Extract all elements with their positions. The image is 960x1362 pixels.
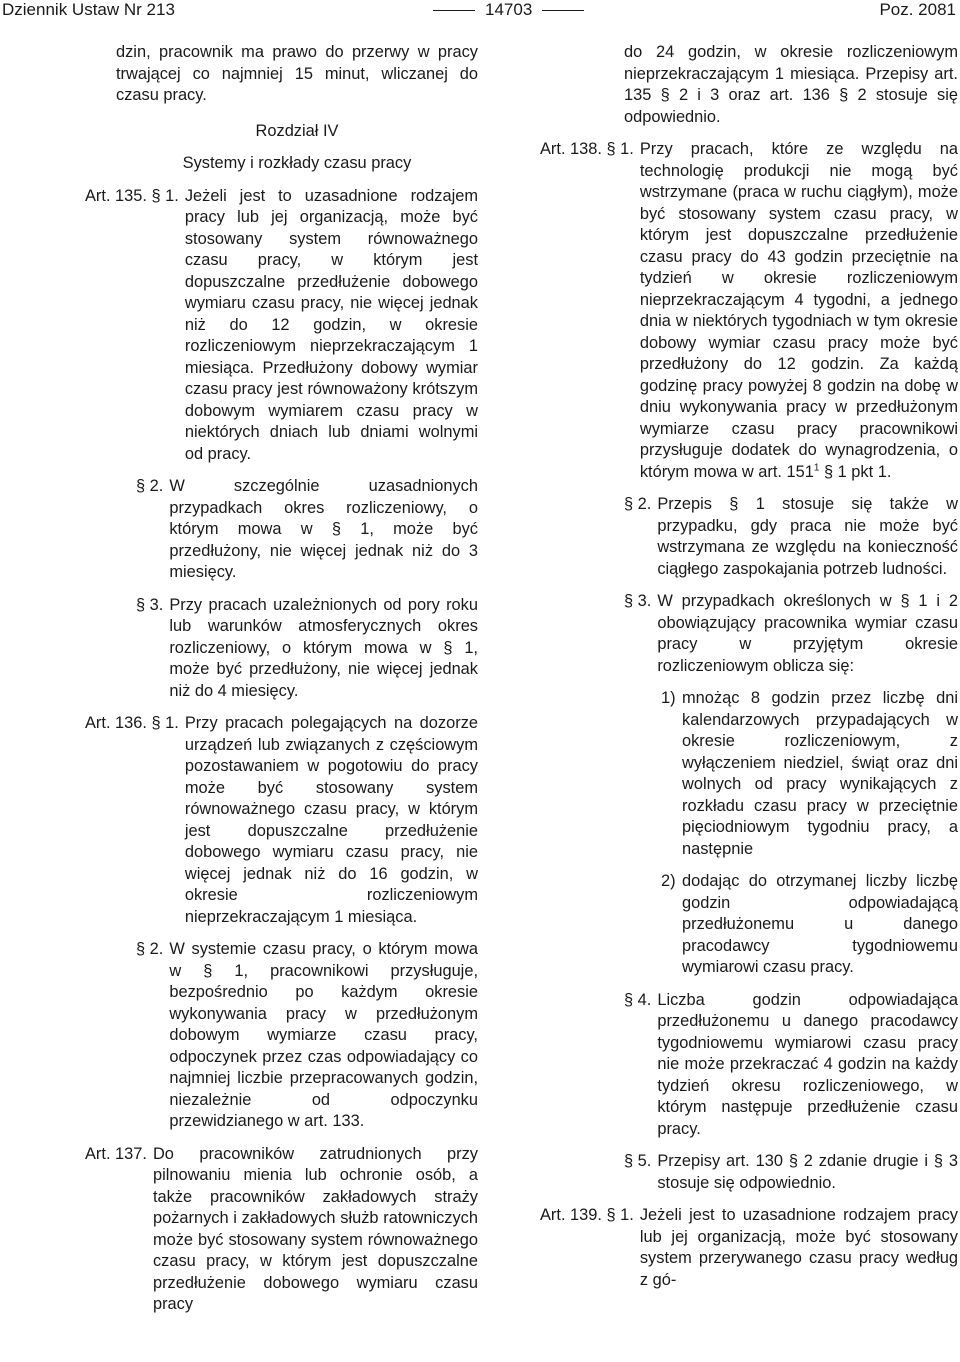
article-138-paragraph-2 [624,494,958,580]
paragraph-text: do 24 godzin, w okresie rozliczeniowym nieprzekraczającym 1 miesiąca. Przepisy art. 135 § 2 i 3 oraz art. 136 § 2 stosuje się odpowiednio. [624,43,958,126]
paragraph-text: W szczególnie uzasadnionych przypadkach okres rozliczeniowy, o którym mowa w § 1, może być przedłużony, nie więcej jednak niż do 3 miesięcy. [169,477,478,581]
article-label: Art. 138. § 1. [540,140,634,158]
paragraph-text: Jeżeli jest to uzasadnione rodzajem pracy lub jej organizacją, może być stosowany system przerywanego czasu pracy według z gó- [639,1206,958,1289]
article-label: Art. 136. § 1. [85,714,179,732]
paragraph-text-part: Przy pracach, które ze względu na technologię produkcji nie mogą być wstrzymane (praca w ruchu ciągłym), może być stosowany system czasu pracy, w którym jest dopuszczalne przedłużenie czasu pracy do 43 godzin przeciętnie na tydzień w okresie rozliczeniowym nieprzekraczającym 4 tygodni, a jednego dnia w niektórych tygodniach w tym okresie dobowy wymiar czasu pracy może być przedłużony do 12 godzin. Za każdą godzinę pracy powyżej 8 godzin na dobę w dniu wykonywania pracy w przedłużonym wymiarze czasu pracy pracownikowi przysługuje dodatek do wynagrodzenia, o którym mowa w art. 151 [639,140,958,481]
paragraph-text: Jeżeli jest to uzasadnione rodzajem pracy lub jej organizacją, może być stosowany system równoważnego czasu pracy, w którym jest dopuszczalne przedłużenie dobowego wymiaru czasu pracy, nie więcej jednak niż do 12 godzin, w okresie rozliczeniowym nieprzekraczającym 1 miesiąca. Przedłużony dobowy wymiar czasu pracy jest równoważony krótszym dobowym wymiarem czasu pracy w niektórych dniach lub dniami wolnymi od pracy. [184,186,478,463]
article-label: Art. 137. [85,1144,147,1163]
article-138-paragraph-4 [624,990,958,1141]
paragraph-intro: dzin, pracownik ma prawo do przerwy w pracy trwającej co najmniej 15 minut, wliczanej do czasu pracy. [116,43,478,104]
article-135-paragraph-2 [136,476,478,584]
article-139-paragraph-1 [540,1205,958,1291]
position-number: Poz. 2081 [879,0,956,19]
paragraph-text: Przy pracach polegających na dozorze urządzeń lub związanych z częściowym pozostawaniem w pogotowiu do pracy może być stosowany system równoważnego czasu pracy, w którym jest dopuszczalne przedłużenie dobowego wymiaru czasu pracy, nie więcej jednak niż do 16 godzin, w okresie rozliczeniowym nieprzekraczającym 1 miesiąca. [184,714,478,926]
section-label: § 2. [136,940,164,958]
section-label: § 3. [624,592,652,610]
header-rule-left [433,10,475,11]
paragraph-text: Liczba godzin odpowiadająca przedłużonemu u danego pracodawcy tygodniowemu wymiarowi czasu pracy nie może przekraczać 4 godzin na każdy tydzień okresu rozliczeniowego, w którym następuje przedłużenie czasu pracy. [657,990,958,1138]
section-label: § 4. [624,990,652,1009]
paragraph-text: Przepis § 1 stosuje się także w przypadku, gdy praca nie może być wstrzymana ze względu na konieczność ciągłego zaspokajania potrzeb ludności. [657,495,958,578]
article-135-paragraph-3 [136,595,478,703]
article-138-paragraph-1 [540,139,958,483]
article-137 [85,1144,478,1316]
article-label: Art. 135. § 1. [85,186,179,205]
right-column [540,42,958,1291]
paragraph-text: Do pracowników zatrudnionych przy pilnowaniu mienia lub ochronie osób, a także pracowników zakładowych straży pożarnych i zakładowych służb ratowniczych może być stosowany system równoważnego czasu pracy, w którym jest dopuszczalne przedłużenie dobowego wymiaru czasu pracy [152,1144,478,1313]
paragraph-text: W przypadkach określonych w § 1 i 2 obowiązujący pracownika wymiar czasu pracy w przyjętym okresie rozliczeniowym oblicza się: [657,592,958,675]
list-text: dodając do otrzymanej liczby liczbę godzin odpowiadającą przedłużonemu u danego pracodawcy tygodniowemu wymiarowi czasu pracy. [682,872,958,976]
chapter-title: Systemy i rozkłady czasu pracy [182,154,412,172]
chapter-heading: Rozdział IV [255,121,339,140]
paragraph-text-part: § 1 pkt 1. [819,462,892,481]
left-column [85,42,478,1316]
article-138-paragraph-3 [624,591,958,677]
list-item [540,688,958,860]
paragraph-text: Przepisy art. 130 § 2 zdanie drugie i § 3 stosuje się odpowiednio. [657,1152,958,1192]
section-label: § 2. [624,495,652,513]
section-label: § 5. [624,1152,652,1170]
journal-title: Dziennik Ustaw Nr 213 [2,0,175,19]
article-136-paragraph-2 [136,939,478,1133]
page-number-block [423,0,594,20]
article-label: Art. 139. § 1. [540,1206,634,1224]
list-text: mnożąc 8 godzin przez liczbę dni kalendarzowych przypadających w okresie rozliczeniowym, z wyłączeniem niedziel, świąt oraz dni wolnych od pracy wynikających z rozkładu czasu pracy w przeciętnie pięciodniowym tygodniu pracy, a następnie [682,689,958,858]
paragraph-text: W systemie czasu pracy, o którym mowa w § 1, pracownikowi przysługuje, bezpośrednio po każdym okresie wykonywania pracy w przedłużonym dobowym wymiarze czasu pracy, odpoczynek przez czas odpowiadający co najmniej liczbie przepracowanych godzin, niezależnie od odpoczynku przewidzianego w art. 133. [169,940,478,1130]
article-136-paragraph-1 [85,713,478,928]
article-137-continuation [624,42,958,128]
article-135-paragraph-1 [85,186,478,466]
list-number: 1) [661,689,676,707]
article-138-paragraph-5 [624,1151,958,1194]
superscript: 1 [813,462,820,474]
header-rule-right [542,10,584,11]
page-number: 14703 [485,0,533,19]
list-item [540,871,958,979]
paragraph-text [640,139,958,483]
page-header [0,0,960,20]
section-label: § 3. [136,595,164,614]
list-number: 2) [661,872,676,890]
section-label: § 2. [136,477,164,495]
paragraph-text: Przy pracach uzależnionych od pory roku lub warunków atmosferycznych okres rozliczeniowy, o którym mowa w § 1, może być przedłużony, nie więcej jednak niż do 4 miesięcy. [169,595,478,700]
